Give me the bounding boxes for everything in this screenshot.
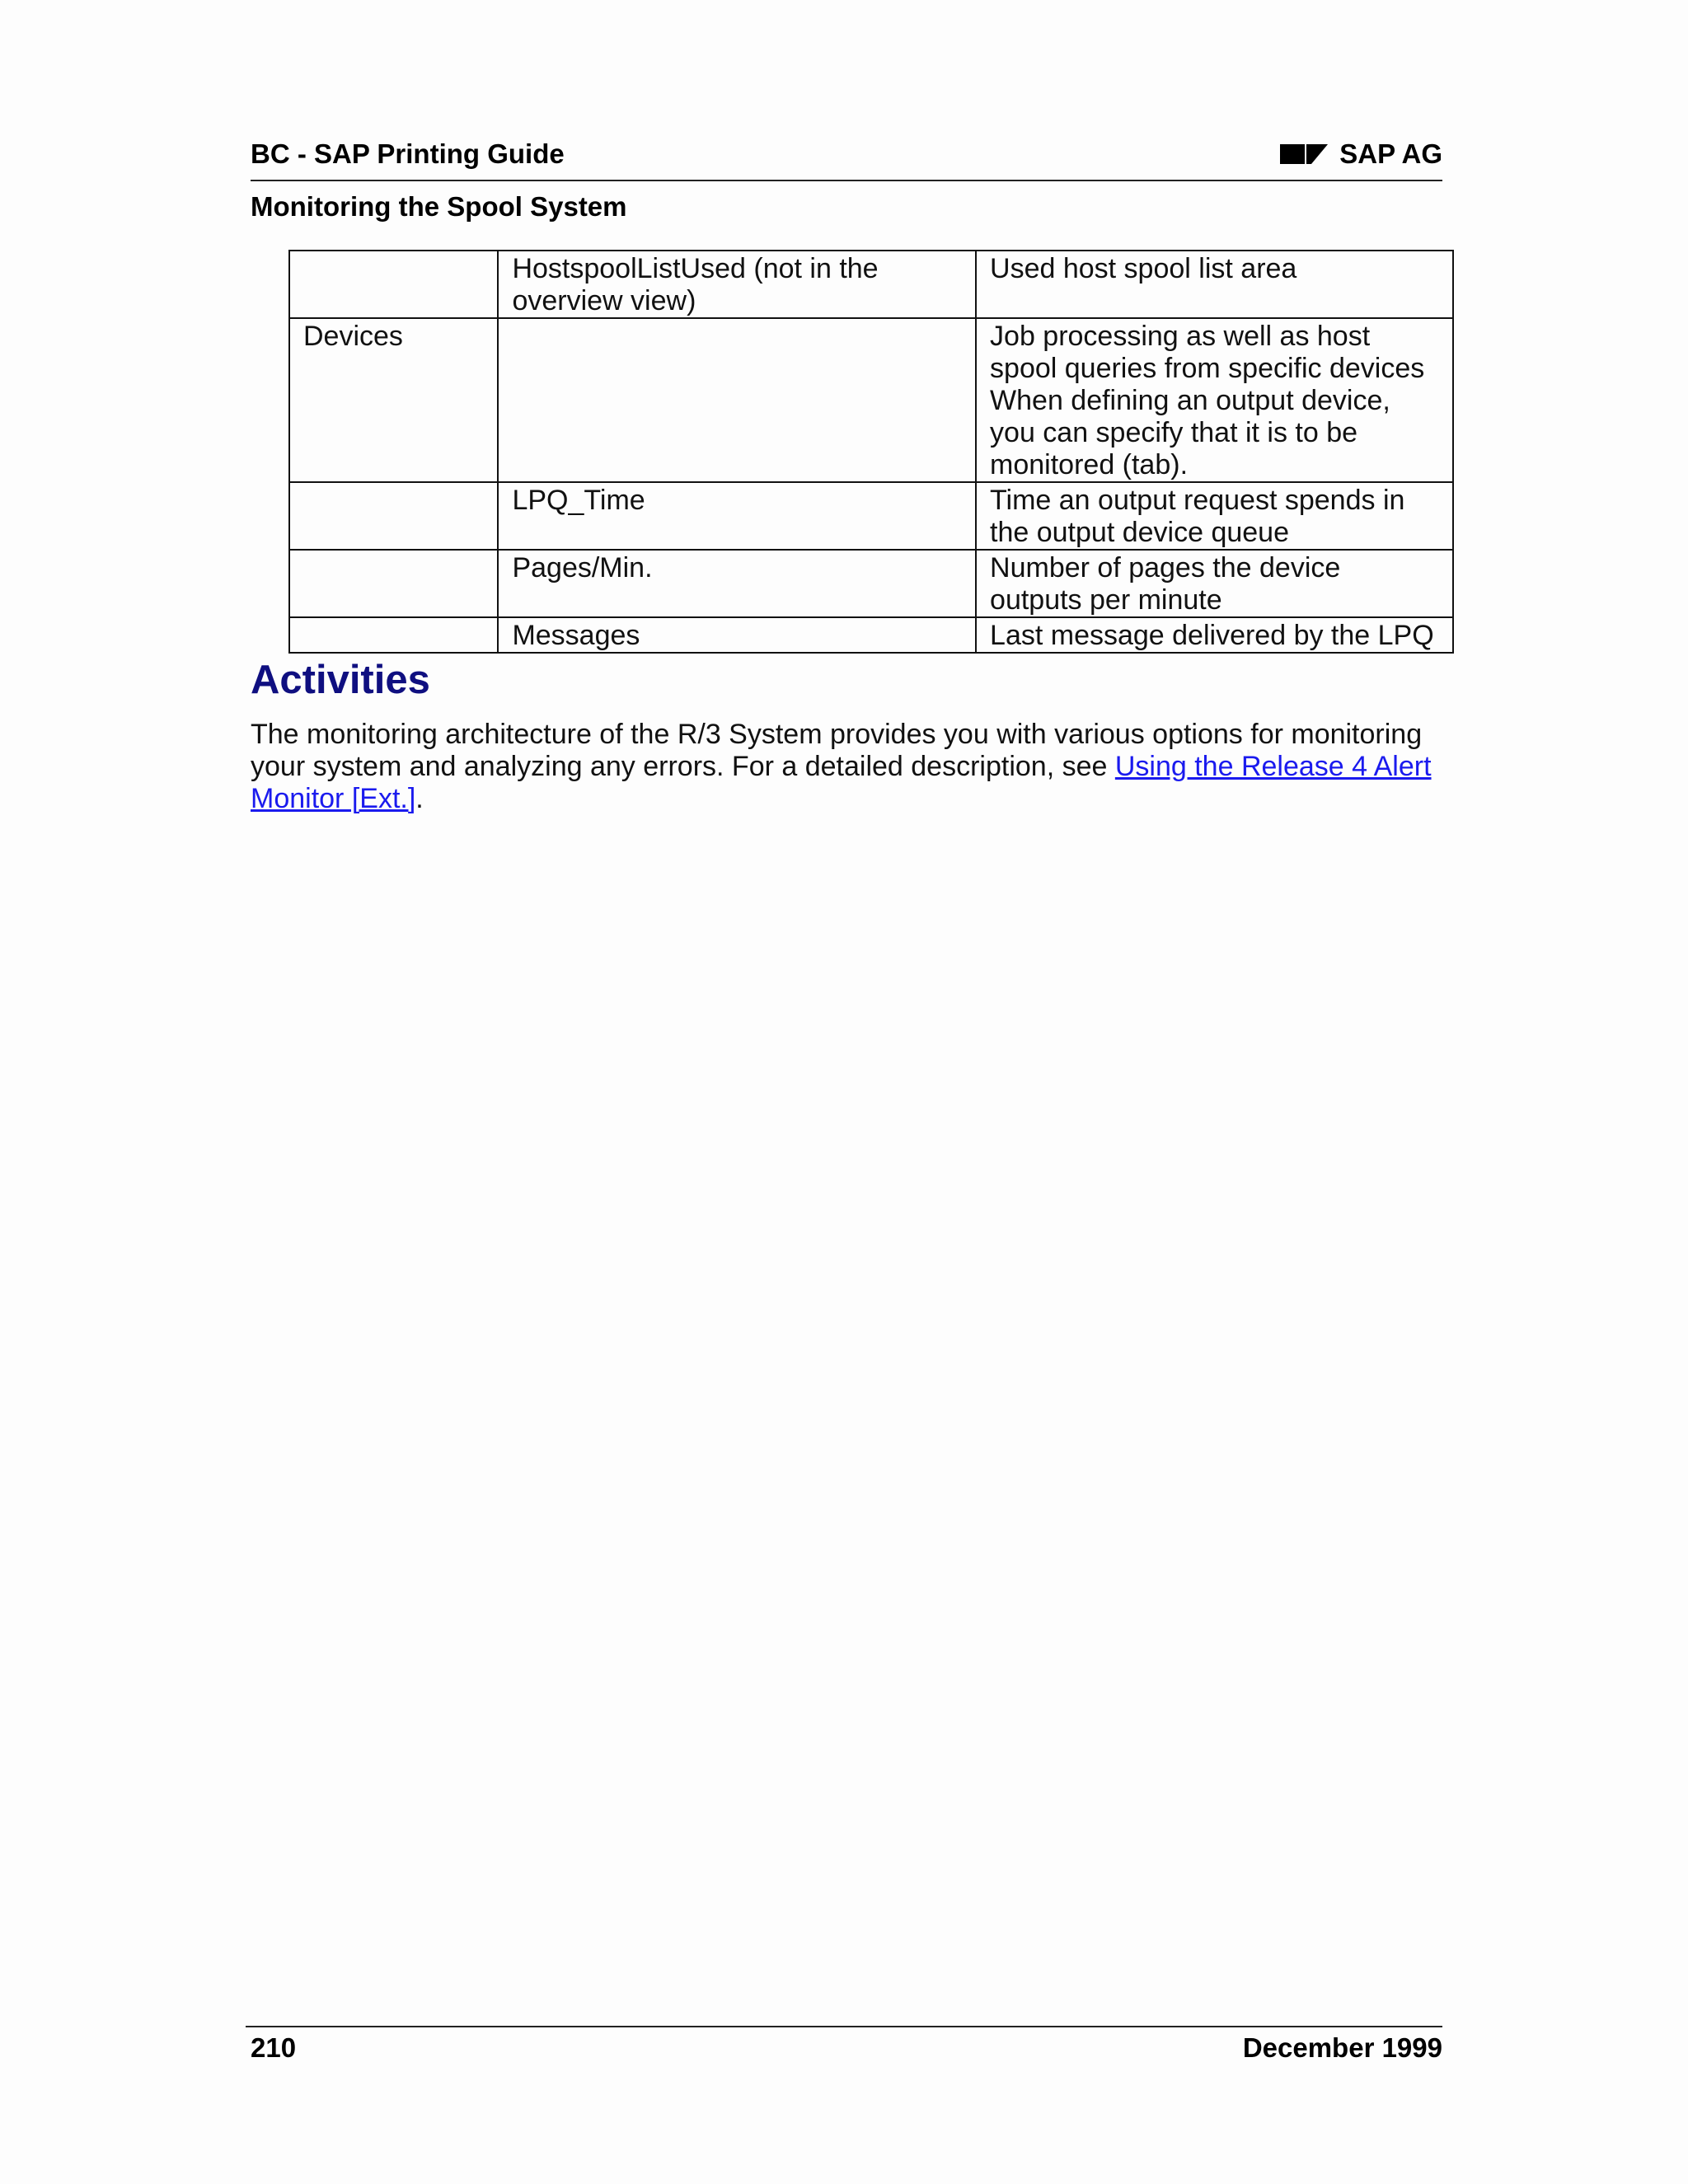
table-row	[289, 251, 1453, 318]
table-row	[289, 482, 1453, 550]
sap-logo-icon	[1280, 143, 1328, 165]
table-row	[289, 318, 1453, 482]
publication-date: December 1999	[1242, 2032, 1442, 2063]
document-title: BC - SAP Printing Guide	[251, 138, 565, 169]
page-footer	[246, 2026, 1442, 2077]
paragraph-text-end: .	[415, 783, 424, 814]
paragraph-text: The monitoring architecture of the R/3 System provides you with various options for monitoring your system and analyzing any errors. For a detailed description, see	[251, 719, 1423, 782]
table-cell	[289, 482, 498, 550]
table-cell: Last message delivered by the LPQ	[976, 617, 1453, 653]
table-cell: LPQ_Time	[498, 482, 976, 550]
table-cell: Messages	[498, 617, 976, 653]
table-cell: Time an output request spends in the output device queue	[976, 482, 1453, 550]
page-number: 210	[251, 2032, 297, 2063]
table-cell: Used host spool list area	[976, 251, 1453, 318]
company-brand	[1280, 138, 1442, 170]
section-title: Monitoring the Spool System	[251, 191, 627, 222]
activities-paragraph	[251, 719, 1446, 815]
table-cell: Job processing as well as host spool queries from specific devices When defining an output device, you can specify that it is to be monitored (tab).	[976, 318, 1453, 482]
table-cell: HostspoolListUsed (not in the overview view)	[498, 251, 976, 318]
table-row	[289, 617, 1453, 653]
alert-monitor-link[interactable]: Using the Release 4 Alert Monitor [Ext.]	[251, 751, 1432, 814]
table-row	[289, 550, 1453, 617]
company-name: SAP AG	[1339, 138, 1442, 169]
activities-heading: Activities	[251, 658, 430, 702]
page-header	[251, 135, 1442, 181]
table-cell: Devices	[289, 318, 498, 482]
table-cell	[289, 617, 498, 653]
table-cell	[289, 550, 498, 617]
table-cell	[498, 318, 976, 482]
table-cell: Number of pages the device outputs per minute	[976, 550, 1453, 617]
table-cell: Pages/Min.	[498, 550, 976, 617]
spool-attributes-table	[288, 250, 1454, 654]
table-cell	[289, 251, 498, 318]
